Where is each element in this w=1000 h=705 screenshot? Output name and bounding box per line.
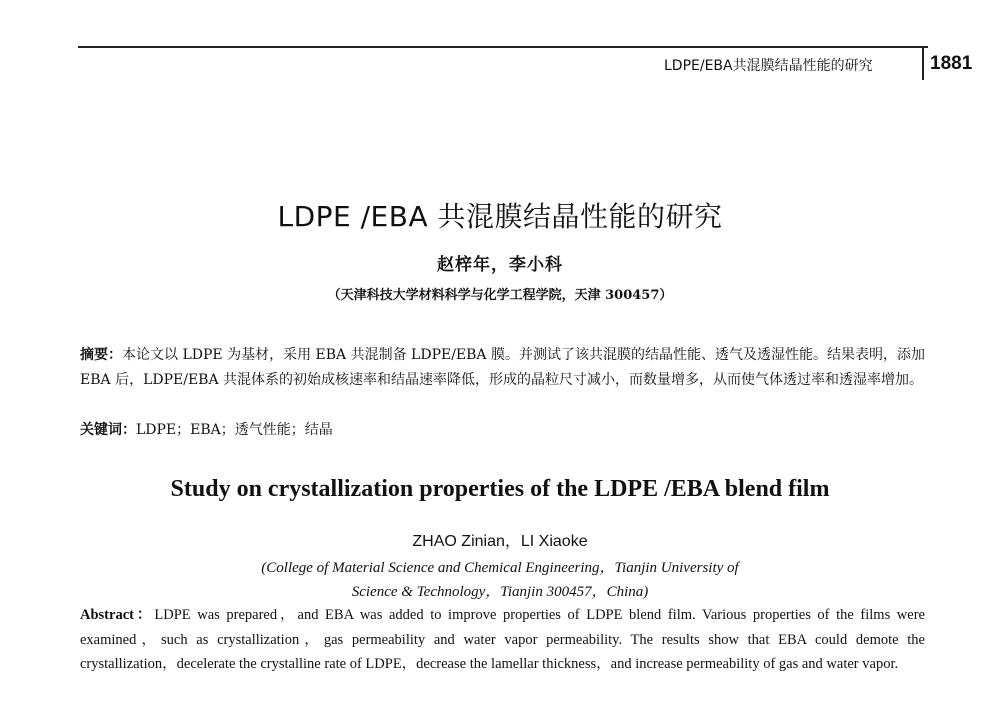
running-title: LDPE/EBA共混膜结晶性能的研究 bbox=[664, 58, 873, 74]
chinese-title: LDPE /EBA 共混膜结晶性能的研究 bbox=[277, 200, 723, 233]
english-affiliation-line1: (College of Material Science and Chemical Engineering，Tianjin University of bbox=[261, 560, 739, 576]
chinese-abstract bbox=[80, 343, 925, 393]
english-authors: ZHAO Zinian，LI Xiaoke bbox=[412, 533, 588, 550]
chinese-authors: 赵梓年，李小科 bbox=[437, 255, 563, 275]
chinese-abstract-text: 本论文以 LDPE 为基材，采用 EBA 共混制备 LDPE/EBA 膜。并测试了该共混膜的结晶性能、透气及透湿性能。结果表明，添加 EBA 后，LDPE/EBA 共混体系的初始成核速率和结晶速率降低，形成的晶粒尺寸减小，而数量增多，从而使气体透过率和透湿率增加。 bbox=[80, 347, 926, 388]
chinese-abstract-label: 摘要： bbox=[80, 347, 123, 363]
header-rule bbox=[78, 46, 928, 48]
english-abstract-text: LDPE was prepared，and EBA was added to improve properties of LDPE blend film. Various properties of the films were examined，such as crystallization，gas permeability and water vapor permeability. The results show that EBA could demote the crystallization，decelerate the crystalline rate of LDPE，decrease the lamellar thickness，and increase permeability of gas and water vapor. bbox=[80, 607, 925, 672]
english-title: Study on crystallization properties of the LDPE /EBA blend film bbox=[170, 476, 830, 502]
chinese-keywords-label: 关键词： bbox=[80, 422, 136, 438]
chinese-keywords bbox=[80, 418, 925, 443]
chinese-keywords-text: LDPE；EBA；透气性能；结晶 bbox=[136, 422, 333, 438]
english-abstract bbox=[80, 603, 925, 677]
header-divider bbox=[922, 46, 924, 80]
chinese-affiliation: （天津科技大学材料科学与化学工程学院，天津 300457） bbox=[327, 288, 673, 303]
english-abstract-label: Abstract： bbox=[80, 607, 155, 623]
page-number: 1881 bbox=[930, 53, 973, 74]
english-affiliation-line2: Science & Technology，Tianjin 300457，China) bbox=[351, 584, 649, 600]
english-affiliation bbox=[140, 556, 860, 604]
